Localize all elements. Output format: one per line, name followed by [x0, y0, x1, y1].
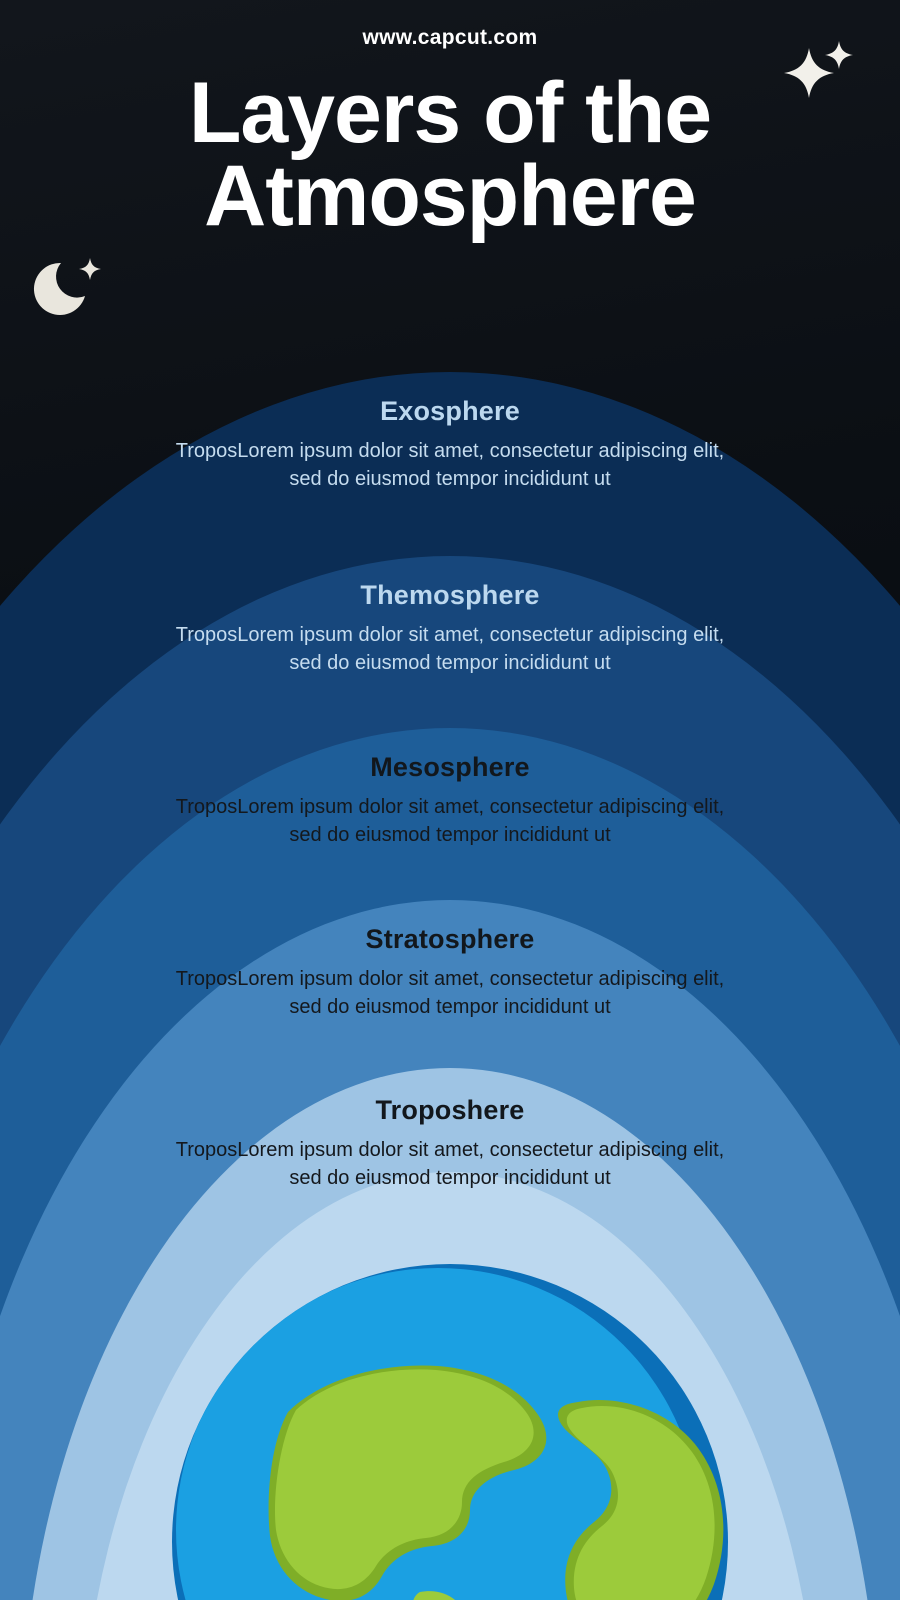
layer-label-stratosphere	[170, 924, 730, 1022]
layer-description: TroposLorem ipsum dolor sit amet, consectetur adipiscing elit, sed do eiusmod tempor incididunt ut	[175, 968, 725, 1019]
page-title	[0, 65, 900, 244]
layer-title: Themosphere	[360, 580, 540, 610]
watermark-url: www.capcut.com	[362, 26, 538, 49]
layer-title: Troposhere	[375, 1095, 525, 1125]
page-title-line-1: Layers of the	[188, 65, 712, 161]
layer-label-mesosphere	[170, 752, 730, 850]
layer-title: Stratosphere	[365, 924, 535, 954]
layer-description: TroposLorem ipsum dolor sit amet, consectetur adipiscing elit, sed do eiusmod tempor incididunt ut	[175, 796, 725, 847]
layer-description: TroposLorem ipsum dolor sit amet, consectetur adipiscing elit, sed do eiusmod tempor incididunt ut	[175, 1139, 725, 1190]
layer-title: Exosphere	[380, 396, 520, 426]
layer-title: Mesosphere	[370, 752, 530, 782]
crescent-moon-icon	[30, 250, 108, 328]
layer-description: TroposLorem ipsum dolor sit amet, consectetur adipiscing elit, sed do eiusmod tempor incididunt ut	[175, 624, 725, 675]
earth-globe-icon	[170, 1262, 730, 1600]
page-title-line-2: Atmosphere	[204, 147, 696, 244]
layer-label-thermosphere	[170, 580, 730, 678]
layer-label-exosphere	[170, 396, 730, 494]
layer-description: TroposLorem ipsum dolor sit amet, consectetur adipiscing elit, sed do eiusmod tempor incididunt ut	[175, 440, 725, 491]
layer-label-troposphere	[170, 1095, 730, 1193]
